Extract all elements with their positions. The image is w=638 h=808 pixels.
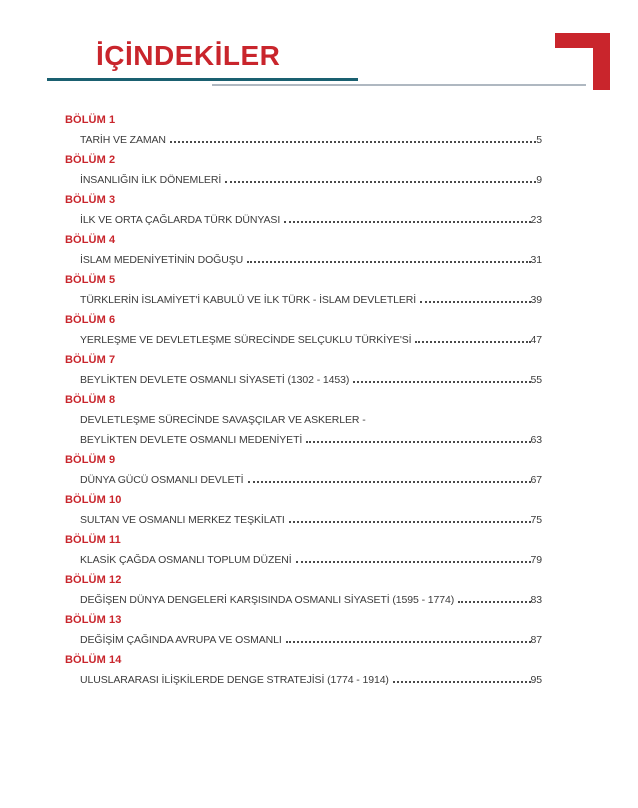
toc-entry-title: DEĞİŞİM ÇAĞINDA AVRUPA VE OSMANLI — [80, 634, 282, 646]
toc-entry-row — [65, 210, 542, 230]
dot-leader — [284, 221, 530, 223]
toc-entry-row — [65, 430, 542, 450]
toc-entry-row — [65, 330, 542, 350]
chapter-heading: BÖLÜM 1 — [65, 114, 116, 126]
page-title: İÇİNDEKİLER — [96, 40, 281, 71]
toc-entry-row — [65, 130, 542, 150]
chapter-heading: BÖLÜM 9 — [65, 454, 116, 466]
toc-entry-title: DEVLETLEŞME SÜRECİNDE SAVAŞÇILAR VE ASKERLER - — [80, 414, 366, 426]
toc-entry-page-number: 83 — [530, 594, 542, 606]
chapter-heading: BÖLÜM 12 — [65, 574, 122, 586]
dot-leader — [353, 381, 530, 383]
toc-entry-page-number: 31 — [530, 254, 542, 266]
dot-leader — [225, 181, 536, 183]
dot-leader — [248, 481, 531, 483]
toc-entry-row — [65, 590, 542, 610]
toc-entry-page-number: 47 — [530, 334, 542, 346]
chapter-heading: BÖLÜM 13 — [65, 614, 122, 626]
toc-entry-page-number: 79 — [530, 554, 542, 566]
toc-entry-row — [65, 410, 542, 430]
corner-accent-shape — [555, 33, 610, 90]
toc-entry-row — [65, 370, 542, 390]
dot-leader — [415, 341, 530, 343]
toc-entry-title: BEYLİKTEN DEVLETE OSMANLI MEDENİYETİ — [80, 434, 303, 446]
dot-leader — [296, 561, 531, 563]
toc-entry-title: DEĞİŞEN DÜNYA DENGELERİ KARŞISINDA OSMANLI SİYASETİ (1595 - 1774) — [80, 594, 455, 606]
toc-entry-title: TARİH VE ZAMAN — [80, 134, 166, 146]
toc-entry-row — [65, 290, 542, 310]
toc-entry-page-number: 95 — [530, 674, 542, 686]
chapter-heading: BÖLÜM 5 — [65, 274, 116, 286]
title-underline-teal — [47, 78, 358, 81]
toc-entry-page-number: 39 — [530, 294, 542, 306]
toc-entry-title: DÜNYA GÜCÜ OSMANLI DEVLETİ — [80, 474, 244, 486]
toc-entry-title: TÜRKLERİN İSLAMİYET'İ KABULÜ VE İLK TÜRK - İSLAM DEVLETLERİ — [80, 294, 417, 306]
dot-leader — [289, 521, 531, 523]
toc-entry-row — [65, 630, 542, 650]
toc-entry-row — [65, 470, 542, 490]
toc-entry-row — [65, 550, 542, 570]
chapter-heading: BÖLÜM 3 — [65, 194, 116, 206]
toc-entry-row — [65, 670, 542, 690]
toc-entry-title: İLK VE ORTA ÇAĞLARDA TÜRK DÜNYASI — [80, 214, 281, 226]
dot-leader — [306, 441, 530, 443]
toc-entry-row — [65, 170, 542, 190]
chapter-heading: BÖLÜM 2 — [65, 154, 116, 166]
toc-entry-page-number: 55 — [530, 374, 542, 386]
toc-entry-title: YERLEŞME VE DEVLETLEŞME SÜRECİNDE SELÇUKLU TÜRKİYE'Sİ — [80, 334, 412, 346]
dot-leader — [247, 261, 530, 263]
toc-entry-page-number: 9 — [536, 174, 542, 186]
dot-leader — [170, 141, 536, 143]
toc-entry-page-number: 5 — [536, 134, 542, 146]
toc-entry-title: İSLAM MEDENİYETİNİN DOĞUŞU — [80, 254, 244, 266]
dot-leader — [458, 601, 530, 603]
toc-entry-page-number: 23 — [530, 214, 542, 226]
header-rule-gray — [212, 84, 586, 86]
dot-leader — [393, 681, 531, 683]
toc-entry-title: SULTAN VE OSMANLI MERKEZ TEŞKİLATI — [80, 514, 285, 526]
chapter-heading: BÖLÜM 11 — [65, 534, 121, 546]
chapter-heading: BÖLÜM 7 — [65, 354, 116, 366]
toc-entry-page-number: 67 — [530, 474, 542, 486]
toc-entry-title: KLASİK ÇAĞDA OSMANLI TOPLUM DÜZENİ — [80, 554, 292, 566]
chapter-heading: BÖLÜM 4 — [65, 234, 116, 246]
chapter-heading: BÖLÜM 6 — [65, 314, 116, 326]
dot-leader — [286, 641, 531, 643]
toc-list — [65, 110, 542, 690]
dot-leader — [420, 301, 530, 303]
toc-entry-row — [65, 250, 542, 270]
toc-entry-title: ULUSLARARASI İLİŞKİLERDE DENGE STRATEJİSİ (1774 - 1914) — [80, 674, 389, 686]
toc-entry-page-number: 87 — [530, 634, 542, 646]
toc-entry-page-number: 63 — [530, 434, 542, 446]
toc-entry-page-number: 75 — [530, 514, 542, 526]
chapter-heading: BÖLÜM 14 — [65, 654, 122, 666]
toc-entry-row — [65, 510, 542, 530]
chapter-heading: BÖLÜM 10 — [65, 494, 122, 506]
toc-entry-title: BEYLİKTEN DEVLETE OSMANLI SİYASETİ (1302 - 1453) — [80, 374, 350, 386]
chapter-heading: BÖLÜM 8 — [65, 394, 116, 406]
toc-entry-title: İNSANLIĞIN İLK DÖNEMLERİ — [80, 174, 222, 186]
